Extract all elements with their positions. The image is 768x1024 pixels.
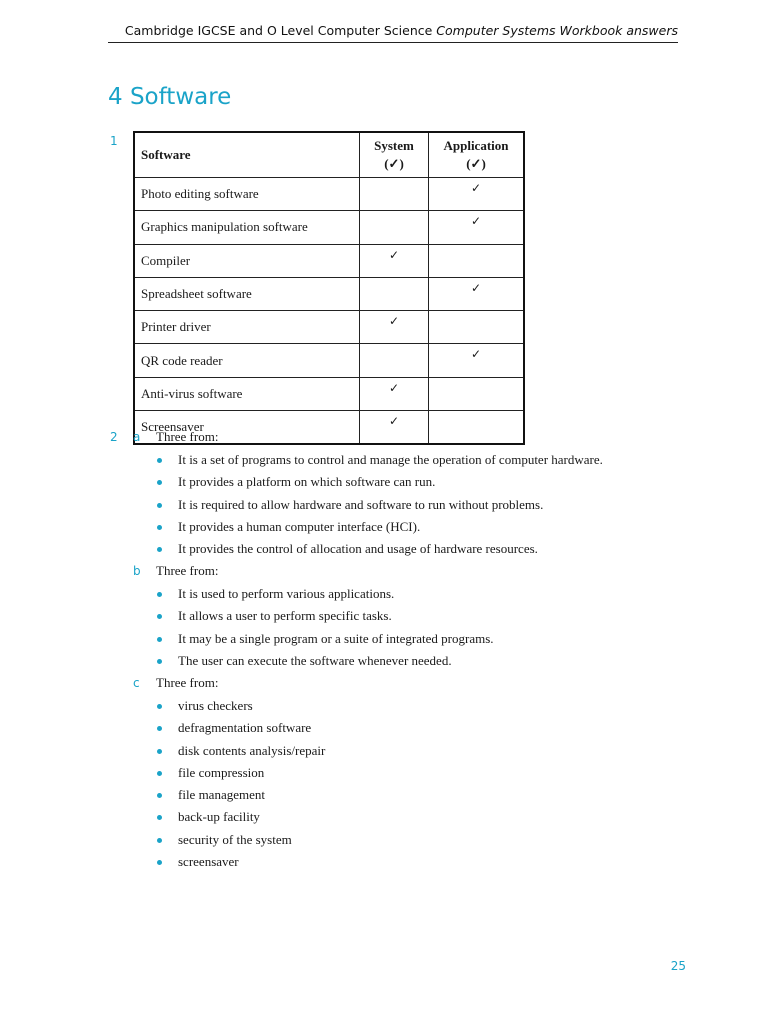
list-item — [156, 452, 603, 474]
header-application — [429, 132, 525, 178]
part-label-a: a — [133, 430, 141, 444]
list-item — [156, 720, 325, 742]
page-number: 25 — [670, 959, 686, 973]
row-software-name: Photo editing software — [134, 178, 360, 211]
bullet-icon — [157, 793, 162, 798]
list-item — [156, 631, 494, 653]
part-a-intro: Three from: — [156, 429, 219, 444]
list-item — [156, 743, 325, 765]
bullet-icon — [157, 749, 162, 754]
list-item-text: It provides a platform on which software can run. — [178, 474, 436, 490]
list-item-text: It provides the control of allocation and usage of hardware resources. — [178, 541, 538, 557]
header-italic-text: Computer Systems Workbook answers — [436, 23, 678, 38]
header-system-label: System — [374, 138, 414, 153]
list-item-text: The user can execute the software whenever needed. — [178, 652, 452, 668]
part-b-intro: Three from: — [156, 563, 219, 578]
list-item-text: disk contents analysis/repair — [178, 742, 326, 758]
table-row — [134, 377, 524, 410]
part-a-list — [156, 452, 603, 563]
bullet-icon — [157, 838, 162, 843]
software-table — [133, 131, 525, 445]
part-b-list — [156, 586, 494, 675]
row-software-name: Printer driver — [134, 311, 360, 344]
list-item — [156, 541, 603, 563]
list-item — [156, 586, 494, 608]
list-item-text: virus checkers — [178, 698, 253, 713]
row-system-tick — [360, 211, 429, 244]
bullet-icon — [157, 659, 162, 664]
header-text: Cambridge IGCSE and O Level Computer Science — [124, 23, 437, 38]
list-item-text: security of the system — [178, 831, 292, 847]
row-system-tick: ✓ — [360, 411, 429, 445]
row-application-tick: ✓ — [429, 211, 525, 244]
table-row — [134, 277, 524, 310]
row-software-name: QR code reader — [134, 344, 360, 377]
list-item — [156, 832, 325, 854]
bullet-icon — [157, 592, 162, 597]
list-item — [156, 698, 325, 720]
list-item-text: defragmentation software — [178, 720, 312, 736]
table-row — [134, 244, 524, 277]
row-system-tick — [360, 344, 429, 377]
header-application-label: Application — [443, 138, 509, 153]
list-item — [156, 809, 325, 831]
header-application-mark: (✓) — [466, 156, 486, 171]
question-number-2: 2 — [110, 430, 118, 444]
list-item — [156, 608, 494, 630]
table-row — [134, 311, 524, 344]
list-item-text: It may be a single program or a suite of integrated programs. — [178, 630, 494, 646]
row-system-tick: ✓ — [360, 377, 429, 410]
row-system-tick — [360, 277, 429, 310]
part-c-list — [156, 698, 325, 876]
row-software-name: Graphics manipulation software — [134, 211, 360, 244]
row-application-tick — [429, 411, 525, 445]
row-software-name: Spreadsheet software — [134, 277, 360, 310]
list-item — [156, 765, 325, 787]
bullet-icon — [157, 637, 162, 642]
list-item — [156, 519, 603, 541]
row-software-name: Screensaver — [134, 411, 360, 445]
list-item-text: It allows a user to perform specific tasks. — [178, 608, 392, 624]
row-application-tick — [429, 244, 525, 277]
bullet-icon — [157, 503, 162, 508]
part-label-b: b — [133, 564, 141, 578]
row-application-tick: ✓ — [429, 178, 525, 211]
row-software-name: Compiler — [134, 244, 360, 277]
list-item — [156, 787, 325, 809]
bullet-icon — [157, 704, 162, 709]
bullet-icon — [157, 614, 162, 619]
row-system-tick: ✓ — [360, 244, 429, 277]
row-application-tick — [429, 311, 525, 344]
list-item — [156, 854, 325, 876]
header-system-mark: (✓) — [384, 156, 404, 171]
row-software-name: Anti-virus software — [134, 377, 360, 410]
list-item-text: It is used to perform various applications. — [178, 586, 395, 601]
list-item-text: It is required to allow hardware and software to run without problems. — [178, 496, 544, 512]
part-c-intro: Three from: — [156, 675, 219, 690]
bullet-icon — [157, 771, 162, 776]
list-item-text: screensaver — [178, 854, 239, 870]
table-row — [134, 211, 524, 244]
list-item — [156, 474, 603, 496]
bullet-icon — [157, 458, 162, 463]
bullet-icon — [157, 547, 162, 552]
row-system-tick: ✓ — [360, 311, 429, 344]
bullet-icon — [157, 480, 162, 485]
bullet-icon — [157, 815, 162, 820]
header-software: Software — [134, 132, 360, 178]
row-system-tick — [360, 178, 429, 211]
row-application-tick: ✓ — [429, 277, 525, 310]
question-number-1: 1 — [110, 134, 118, 148]
list-item-text: It is a set of programs to control and manage the operation of computer hardware. — [178, 452, 603, 467]
list-item-text: back-up facility — [178, 809, 260, 825]
list-item-text: It provides a human computer interface (HCI). — [178, 518, 421, 534]
bullet-icon — [157, 860, 162, 865]
chapter-title: 4 Software — [108, 84, 232, 110]
list-item-text: file management — [178, 787, 265, 803]
table-row — [134, 344, 524, 377]
row-application-tick: ✓ — [429, 344, 525, 377]
table-header-row — [134, 132, 524, 178]
table-row — [134, 178, 524, 211]
list-item-text: file compression — [178, 764, 265, 780]
list-item — [156, 497, 603, 519]
row-application-tick — [429, 377, 525, 410]
header-system — [360, 132, 429, 178]
bullet-icon — [157, 726, 162, 731]
list-item — [156, 653, 494, 675]
running-header — [108, 23, 678, 43]
part-label-c: c — [133, 676, 140, 690]
bullet-icon — [157, 525, 162, 530]
